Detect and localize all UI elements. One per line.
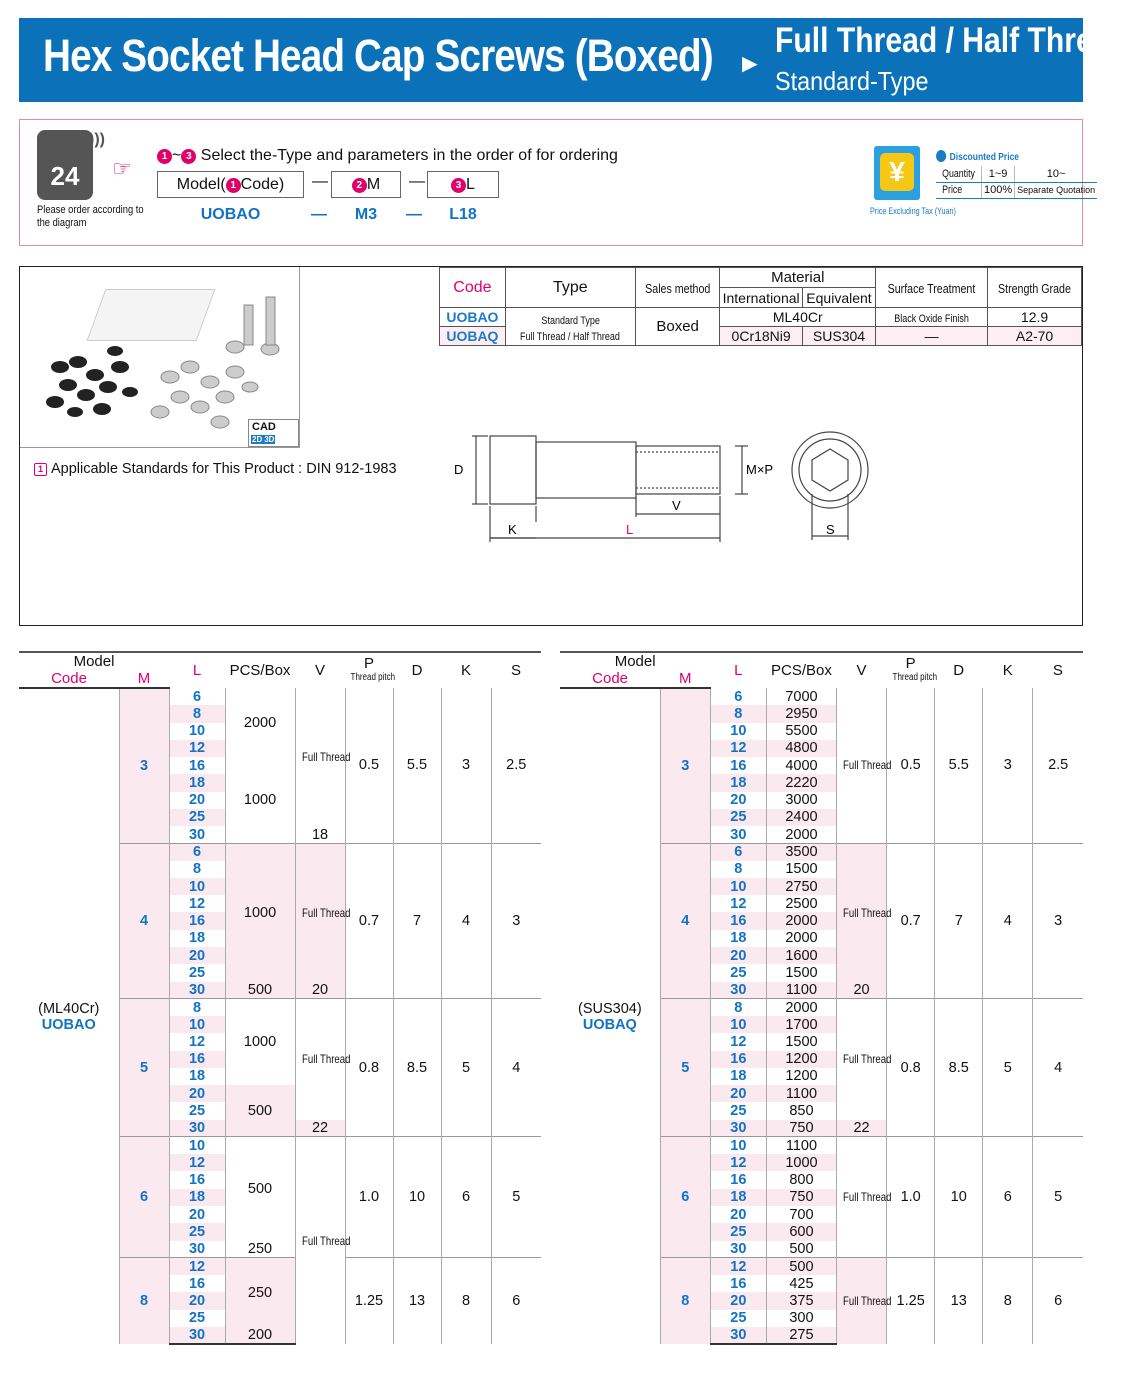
p-value: 1.25 — [887, 1258, 935, 1344]
header-m: M — [660, 670, 710, 688]
l-value: 6 — [710, 843, 766, 860]
p-value: 1.0 — [345, 1137, 393, 1258]
l-value: 16 — [169, 1171, 225, 1188]
l-value: 18 — [169, 930, 225, 947]
pcs-value: 2000 — [766, 999, 836, 1016]
d-value: 13 — [393, 1258, 441, 1344]
model-prefix: Model( — [176, 176, 226, 193]
pcs-value: 1200 — [766, 1068, 836, 1085]
pcs-value: 375 — [766, 1292, 836, 1309]
header-p-sub: Thread pitch — [892, 672, 937, 683]
dash: — — [311, 206, 327, 223]
pcs-value: 4000 — [766, 757, 836, 774]
l-value: 30 — [710, 982, 766, 999]
dash: — — [312, 173, 328, 190]
l-value: 8 — [169, 705, 225, 722]
p-value: 0.8 — [887, 999, 935, 1137]
qty-2: 10~ — [1015, 166, 1098, 182]
pcs-value: 2220 — [766, 774, 836, 791]
pcs-value: 4800 — [766, 740, 836, 757]
l-value: 10 — [710, 1137, 766, 1154]
l-value: 8 — [169, 999, 225, 1016]
v-value: 22 — [837, 1120, 887, 1137]
price-note: Price Excluding Tax (Yuan) — [870, 206, 956, 216]
spec-header-code: Code — [440, 268, 506, 308]
l-value: 30 — [169, 1241, 225, 1258]
pcs-value: 1000 — [766, 1154, 836, 1171]
l-value: 10 — [710, 878, 766, 895]
qty-1: 1~9 — [981, 166, 1014, 182]
pcs-value: 1500 — [766, 964, 836, 981]
spec-sales: Boxed — [635, 308, 720, 346]
spec-grade-1: 12.9 — [988, 308, 1082, 327]
price-2: Separate Quotation — [1015, 182, 1098, 198]
s-value: 6 — [491, 1258, 541, 1344]
ordering-panel — [19, 119, 1096, 246]
dimension-table-uobaq — [560, 651, 1083, 1345]
p-value: 0.7 — [345, 843, 393, 998]
header-l: L — [710, 652, 766, 688]
info-icon: 1 — [34, 463, 47, 476]
pcs-value: 2000 — [225, 688, 295, 757]
k-value: 8 — [983, 1258, 1033, 1344]
l-value: 20 — [710, 947, 766, 964]
yen-price-icon — [874, 146, 920, 200]
pcs-value: 1000 — [225, 757, 295, 843]
s-value: 5 — [491, 1137, 541, 1258]
l-value: 30 — [710, 1327, 766, 1344]
discount-table — [936, 166, 1097, 199]
s-value: 4 — [1033, 999, 1083, 1137]
dash: — — [406, 206, 422, 223]
l-value: 25 — [169, 809, 225, 826]
spec-code-uobao: UOBAO — [440, 308, 506, 327]
l-value: 20 — [169, 1085, 225, 1102]
pcs-value: 2500 — [766, 895, 836, 912]
l-value: 20 — [710, 1206, 766, 1223]
pcs-value: 500 — [766, 1241, 836, 1258]
p-value: 0.8 — [345, 999, 393, 1137]
pcs-value: 1500 — [766, 861, 836, 878]
table-code: UOBAQ — [582, 1016, 637, 1033]
l-value: 20 — [169, 792, 225, 809]
dim-v-label: V — [672, 498, 681, 513]
header-d: D — [935, 652, 983, 688]
pcs-value: 750 — [766, 1120, 836, 1137]
model-suffix: Code) — [240, 176, 285, 193]
v-value: Full Thread — [301, 1233, 350, 1248]
spec-type-standard: Standard Type — [541, 314, 600, 327]
example-l: L18 — [449, 206, 477, 223]
m-value: 4 — [119, 843, 169, 998]
l-value: 25 — [710, 964, 766, 981]
k-value: 6 — [441, 1137, 491, 1258]
m-value: 5 — [119, 999, 169, 1137]
instruction-text: Select the-Type and parameters in the order of for ordering — [200, 147, 618, 164]
spec-surface-2: — — [876, 327, 988, 346]
v-value: Full Thread — [843, 758, 892, 773]
l-value: 18 — [710, 930, 766, 947]
l-value: 16 — [710, 757, 766, 774]
bullet-icon — [936, 150, 946, 162]
l-value: 25 — [169, 1223, 225, 1240]
spec-material-2-equiv: SUS304 — [802, 327, 875, 346]
d-value: 5.5 — [393, 688, 441, 843]
s-value: 4 — [491, 999, 541, 1137]
spec-code-uobaq: UOBAQ — [440, 327, 506, 346]
pcs-value: 1100 — [766, 982, 836, 999]
l-box — [427, 171, 499, 198]
l-value: 12 — [169, 740, 225, 757]
s-value: 6 — [1033, 1258, 1083, 1344]
pcs-value: 7000 — [766, 688, 836, 705]
l-value: 25 — [169, 1310, 225, 1327]
k-value: 3 — [441, 688, 491, 843]
page-subtitle-type: Standard-Type — [775, 66, 929, 96]
l-value: 8 — [710, 705, 766, 722]
v-value: 20 — [295, 982, 345, 999]
m-value: 8 — [660, 1258, 710, 1344]
d-value: 13 — [935, 1258, 983, 1344]
spec-grade-2: A2-70 — [988, 327, 1082, 346]
l-value: 10 — [710, 723, 766, 740]
p-value: 1.25 — [345, 1258, 393, 1344]
l-value: 16 — [169, 757, 225, 774]
header-p-sub: Thread pitch — [350, 672, 396, 683]
d-value: 10 — [393, 1137, 441, 1258]
header-d: D — [393, 652, 441, 688]
page-title: Hex Socket Head Cap Screws (Boxed) — [43, 30, 713, 81]
pcs-value: 250 — [225, 1258, 295, 1327]
dimension-table-uobao — [19, 651, 541, 1345]
k-value: 3 — [983, 688, 1033, 843]
order-instruction — [157, 147, 618, 165]
l-value: 10 — [169, 1016, 225, 1033]
header-model: Model — [19, 652, 169, 670]
l-value: 30 — [169, 1327, 225, 1344]
dim-mxp-label: M×P — [746, 462, 774, 477]
spec-header-sales: Sales method — [645, 280, 711, 296]
v-value: 18 — [295, 826, 345, 843]
v-value: Full Thread — [301, 1052, 350, 1067]
k-value: 4 — [983, 843, 1033, 998]
l-value: 20 — [169, 1206, 225, 1223]
l-value: 25 — [710, 1310, 766, 1327]
discount-title-text: Discounted Price — [949, 152, 1020, 163]
m-value: 8 — [119, 1258, 169, 1344]
d-value: 5.5 — [935, 688, 983, 843]
l-value: 18 — [710, 774, 766, 791]
l-value: 30 — [710, 1120, 766, 1137]
l-value: 30 — [169, 826, 225, 843]
l-label: L — [466, 176, 475, 193]
pcs-value: 1100 — [766, 1137, 836, 1154]
discount-title — [936, 150, 1019, 163]
k-value: 6 — [983, 1137, 1033, 1258]
header-model: Model — [560, 652, 710, 670]
l-value: 20 — [710, 792, 766, 809]
k-value: 4 — [441, 843, 491, 998]
pcs-value: 2000 — [766, 826, 836, 843]
screw-dimension-drawing — [450, 422, 890, 562]
l-value: 10 — [169, 1137, 225, 1154]
pcs-value: 300 — [766, 1310, 836, 1327]
header-code: Code — [19, 670, 119, 688]
header-m: M — [119, 670, 169, 688]
l-value: 18 — [169, 1189, 225, 1206]
header-pcs: PCS/Box — [766, 652, 836, 688]
model-code-box — [157, 171, 304, 198]
pcs-value: 5500 — [766, 723, 836, 740]
product-panel — [19, 266, 1083, 626]
m-value: 6 — [119, 1137, 169, 1258]
l-value: 30 — [710, 1241, 766, 1258]
pcs-value: 500 — [225, 1085, 295, 1137]
l-value: 16 — [169, 912, 225, 929]
tilde: ~ — [172, 147, 182, 164]
spec-header-equivalent: Equivalent — [802, 288, 875, 308]
v-value: Full Thread — [301, 905, 350, 920]
l-value: 18 — [169, 1068, 225, 1085]
price-1: 100% — [981, 182, 1014, 198]
step-3-badge: 3 — [451, 178, 466, 193]
pcs-value: 500 — [766, 1258, 836, 1275]
s-value: 2.5 — [1033, 688, 1083, 843]
pcs-value: 750 — [766, 1189, 836, 1206]
table-material: (SUS304) — [578, 1000, 642, 1017]
s-value: 5 — [1033, 1137, 1083, 1258]
header-code: Code — [560, 670, 660, 688]
l-value: 18 — [169, 774, 225, 791]
standard-text: Applicable Standards for This Product : DIN 912-1983 — [51, 461, 397, 477]
pcs-value: 2400 — [766, 809, 836, 826]
l-value: 6 — [169, 688, 225, 705]
product-photo — [20, 267, 300, 448]
l-value: 12 — [710, 1154, 766, 1171]
pcs-value: 1000 — [225, 999, 295, 1085]
cad-label: CAD — [252, 421, 276, 433]
pcs-value: 3000 — [766, 792, 836, 809]
l-value: 20 — [169, 947, 225, 964]
l-value: 10 — [169, 878, 225, 895]
pcs-value: 1200 — [766, 1051, 836, 1068]
l-value: 10 — [169, 723, 225, 740]
header-s: S — [1033, 652, 1083, 688]
price-label: Price — [941, 182, 977, 198]
l-value: 16 — [169, 1051, 225, 1068]
example-code: UOBAO — [200, 206, 261, 223]
example-m: M3 — [354, 206, 378, 223]
p-value: 0.5 — [345, 688, 393, 843]
l-value: 18 — [710, 1068, 766, 1085]
l-value: 10 — [710, 1016, 766, 1033]
m-value: 4 — [660, 843, 710, 998]
l-value: 8 — [710, 861, 766, 878]
l-value: 16 — [710, 912, 766, 929]
m-value: 6 — [660, 1137, 710, 1258]
spec-type-thread: Full Thread / Half Thread — [520, 330, 621, 343]
pcs-value: 800 — [766, 1171, 836, 1188]
l-value: 6 — [710, 688, 766, 705]
pcs-value: 2000 — [766, 912, 836, 929]
step-1-badge: 1 — [157, 149, 172, 164]
m-value: 3 — [660, 688, 710, 843]
pcs-value: 3500 — [766, 843, 836, 860]
l-value: 16 — [710, 1275, 766, 1292]
l-value: 16 — [710, 1171, 766, 1188]
v-value: Full Thread — [843, 1190, 892, 1205]
pcs-value: 1600 — [766, 947, 836, 964]
spec-header-type: Type — [505, 268, 635, 308]
pcs-value: 1100 — [766, 1085, 836, 1102]
l-value: 12 — [710, 740, 766, 757]
pcs-value: 2950 — [766, 705, 836, 722]
yen-symbol: ¥ — [880, 153, 914, 191]
pcs-value: 500 — [225, 982, 295, 999]
l-value: 16 — [169, 1275, 225, 1292]
cad-badge[interactable] — [248, 419, 299, 447]
l-value: 25 — [710, 809, 766, 826]
header-k: K — [983, 652, 1033, 688]
pcs-value: 500 — [225, 1137, 295, 1241]
p-value: 0.5 — [887, 688, 935, 843]
pcs-value: 2000 — [766, 930, 836, 947]
dim-l-label: L — [626, 522, 634, 537]
l-value: 12 — [710, 895, 766, 912]
k-value: 5 — [441, 999, 491, 1137]
pcs-value: 250 — [225, 1241, 295, 1258]
page-subtitle: Full Thread / Half Thread — [775, 21, 1128, 60]
arrow-icon: ► — [737, 48, 763, 78]
l-value: 8 — [710, 999, 766, 1016]
m-label: M — [366, 176, 381, 193]
pcs-value: 1500 — [766, 1033, 836, 1050]
l-value: 12 — [169, 1154, 225, 1171]
spec-header-material: Material — [720, 268, 876, 288]
v-value: Full Thread — [843, 1052, 892, 1067]
dash: — — [409, 173, 425, 190]
l-value: 12 — [710, 1258, 766, 1275]
m-box — [331, 171, 401, 198]
dim-k-label: K — [508, 522, 517, 537]
v-value: Full Thread — [301, 750, 350, 765]
pcs-value: 200 — [225, 1327, 295, 1344]
l-value: 8 — [169, 861, 225, 878]
phone-label: 24 — [50, 161, 80, 191]
step-3-badge: 3 — [181, 149, 196, 164]
k-value: 5 — [983, 999, 1033, 1137]
pcs-value: 700 — [766, 1206, 836, 1223]
s-value: 3 — [491, 843, 541, 998]
l-value: 25 — [169, 964, 225, 981]
dim-s-label: S — [826, 522, 835, 537]
header-p: P — [905, 655, 916, 672]
v-value: 20 — [837, 982, 887, 999]
step-2-badge: 2 — [352, 178, 367, 193]
spec-header-grade: Strength Grade — [998, 280, 1071, 296]
l-value: 30 — [710, 826, 766, 843]
l-value: 12 — [169, 895, 225, 912]
title-banner — [19, 18, 1128, 102]
v-value: 22 — [295, 1120, 345, 1137]
cad-3d: 3D — [264, 435, 275, 444]
l-value: 18 — [710, 1189, 766, 1206]
table-code: UOBAO — [41, 1016, 96, 1033]
d-value: 8.5 — [393, 999, 441, 1137]
d-value: 8.5 — [935, 999, 983, 1137]
s-value: 3 — [1033, 843, 1083, 998]
step-1-badge: 1 — [226, 178, 241, 193]
l-value: 30 — [169, 982, 225, 999]
l-value: 20 — [710, 1085, 766, 1102]
header-v: V — [837, 652, 887, 688]
table-material: (ML40Cr) — [38, 1000, 100, 1017]
pcs-value: 600 — [766, 1223, 836, 1240]
pcs-value: 275 — [766, 1327, 836, 1344]
p-value: 1.0 — [887, 1137, 935, 1258]
header-k: K — [441, 652, 491, 688]
qty-label: Quantity — [941, 166, 977, 182]
spec-table — [439, 267, 1082, 346]
l-value: 20 — [710, 1292, 766, 1309]
l-value: 6 — [169, 843, 225, 860]
spec-material-1: ML40Cr — [720, 308, 876, 327]
spec-material-2-intl: 0Cr18Ni9 — [720, 327, 802, 346]
pcs-value: 425 — [766, 1275, 836, 1292]
pcs-value: 1700 — [766, 1016, 836, 1033]
v-value: Full Thread — [843, 905, 892, 920]
spec-surface-1: Black Oxide Finish — [894, 313, 969, 325]
pcs-value: 2750 — [766, 878, 836, 895]
l-value: 16 — [710, 1051, 766, 1068]
phone-24h-icon: 24 ))) — [37, 130, 93, 200]
pcs-value: 1000 — [225, 843, 295, 981]
m-value: 5 — [660, 999, 710, 1137]
header-v: V — [295, 652, 345, 688]
d-value: 7 — [393, 843, 441, 998]
l-value: 25 — [710, 1102, 766, 1119]
l-value: 12 — [710, 1033, 766, 1050]
cad-2d: 2D — [252, 435, 263, 444]
l-value: 12 — [169, 1258, 225, 1275]
l-value: 20 — [169, 1292, 225, 1309]
s-value: 2.5 — [491, 688, 541, 843]
d-value: 7 — [935, 843, 983, 998]
header-s: S — [491, 652, 541, 688]
header-p: P — [364, 655, 375, 672]
applicable-standard — [34, 461, 397, 477]
k-value: 8 — [441, 1258, 491, 1344]
pcs-value: 850 — [766, 1102, 836, 1119]
l-value: 12 — [169, 1033, 225, 1050]
l-value: 25 — [710, 1223, 766, 1240]
l-value: 25 — [169, 1102, 225, 1119]
m-value: 3 — [119, 688, 169, 843]
order-note: Please order according to the diagram — [37, 204, 144, 229]
p-value: 0.7 — [887, 843, 935, 998]
d-value: 10 — [935, 1137, 983, 1258]
header-pcs: PCS/Box — [225, 652, 295, 688]
l-value: 30 — [169, 1120, 225, 1137]
pointing-hand-icon: ☞ — [112, 156, 132, 181]
dim-d-label: D — [454, 462, 464, 477]
spec-header-international: International — [720, 288, 802, 308]
v-value: Full Thread — [843, 1294, 892, 1309]
header-l: L — [169, 652, 225, 688]
spec-header-surface: Surface Treatment — [887, 280, 976, 296]
